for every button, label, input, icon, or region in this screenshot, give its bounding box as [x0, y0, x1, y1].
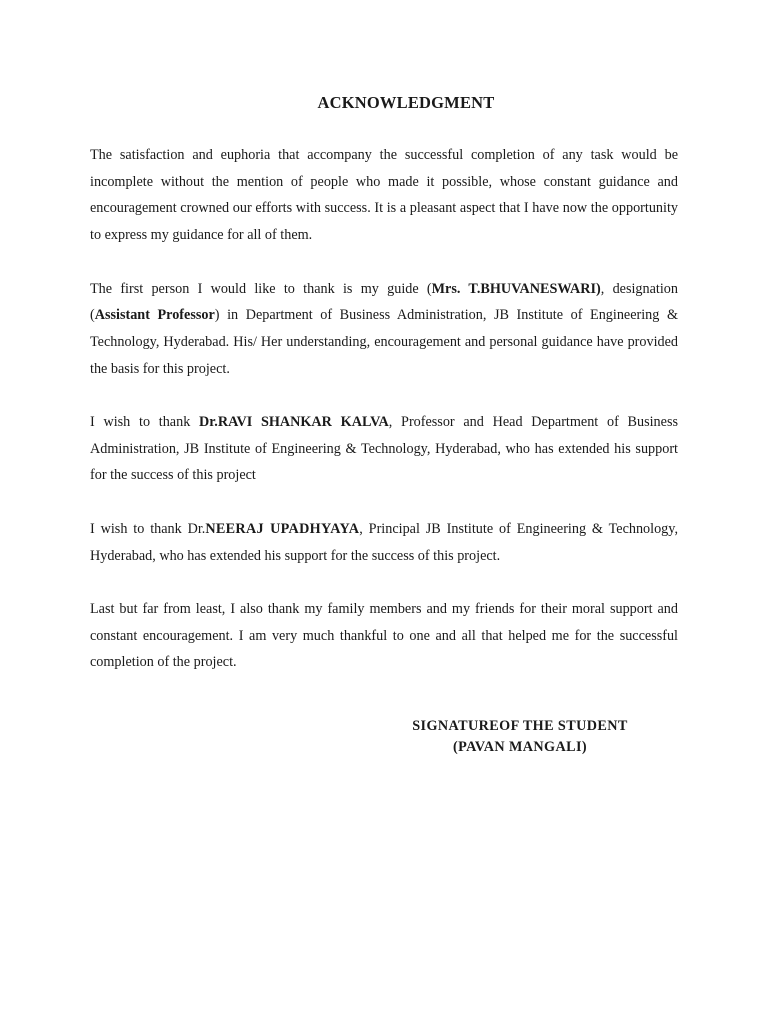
principal-name: NEERAJ UPADHYAYA — [205, 520, 360, 537]
paragraph-principal — [90, 516, 678, 569]
page-title: ACKNOWLEDGMENT — [317, 93, 495, 112]
paragraph-guide-text-3: ) in Department of Business Administration, JB Institute of Engineering & Technology, Hyderabad. His/ Her understanding, encouragement and personal guidance have provided the basis for this project. — [90, 307, 678, 377]
guide-name: Mrs. T.BHUVANESWARI) — [431, 280, 601, 297]
paragraph-hod-text-1: I wish to thank — [90, 414, 200, 430]
paragraph-principal-text-1: I wish to thank Dr. — [90, 520, 206, 537]
signature-block — [380, 716, 660, 758]
hod-name: Dr.RAVI SHANKAR KALVA — [199, 414, 389, 430]
paragraph-intro: The satisfaction and euphoria that accompany the successful completion of any task would be incomplete without the mention of people who made it possible, whose constant guidance and encouragement crowned our efforts with success. It is a pleasant aspect that I have now the opportunity to express my guidance for all of them. — [90, 147, 678, 244]
paragraph-guide — [90, 276, 678, 383]
signature-label: SIGNATUREOF THE STUDENT — [412, 718, 628, 734]
paragraph-hod — [90, 409, 678, 489]
paragraph-principal-text-2: , Principal JB Institute of Engineering & Technology, Hyderabad, who has extended his support for the success of this project. — [90, 520, 678, 564]
guide-designation: Assistant Professor — [94, 307, 215, 324]
paragraph-hod-text-2: , Professor and Head Department of Business Administration, JB Institute of Engineering & Technology, Hyderabad, who has extended his support for the success of this project — [90, 414, 678, 484]
student-name: (PAVAN MANGALI) — [452, 739, 588, 755]
paragraph-guide-text-1: The first person I would like to thank is my guide ( — [90, 280, 432, 297]
document-body — [90, 142, 678, 703]
paragraph-family: Last but far from least, I also thank my family members and my friends for their moral support and constant encouragement. I am very much thankful to one and all that helped me for the successful completion of the project. — [90, 600, 678, 671]
paragraph-guide-text-2: , designation ( — [90, 280, 678, 324]
